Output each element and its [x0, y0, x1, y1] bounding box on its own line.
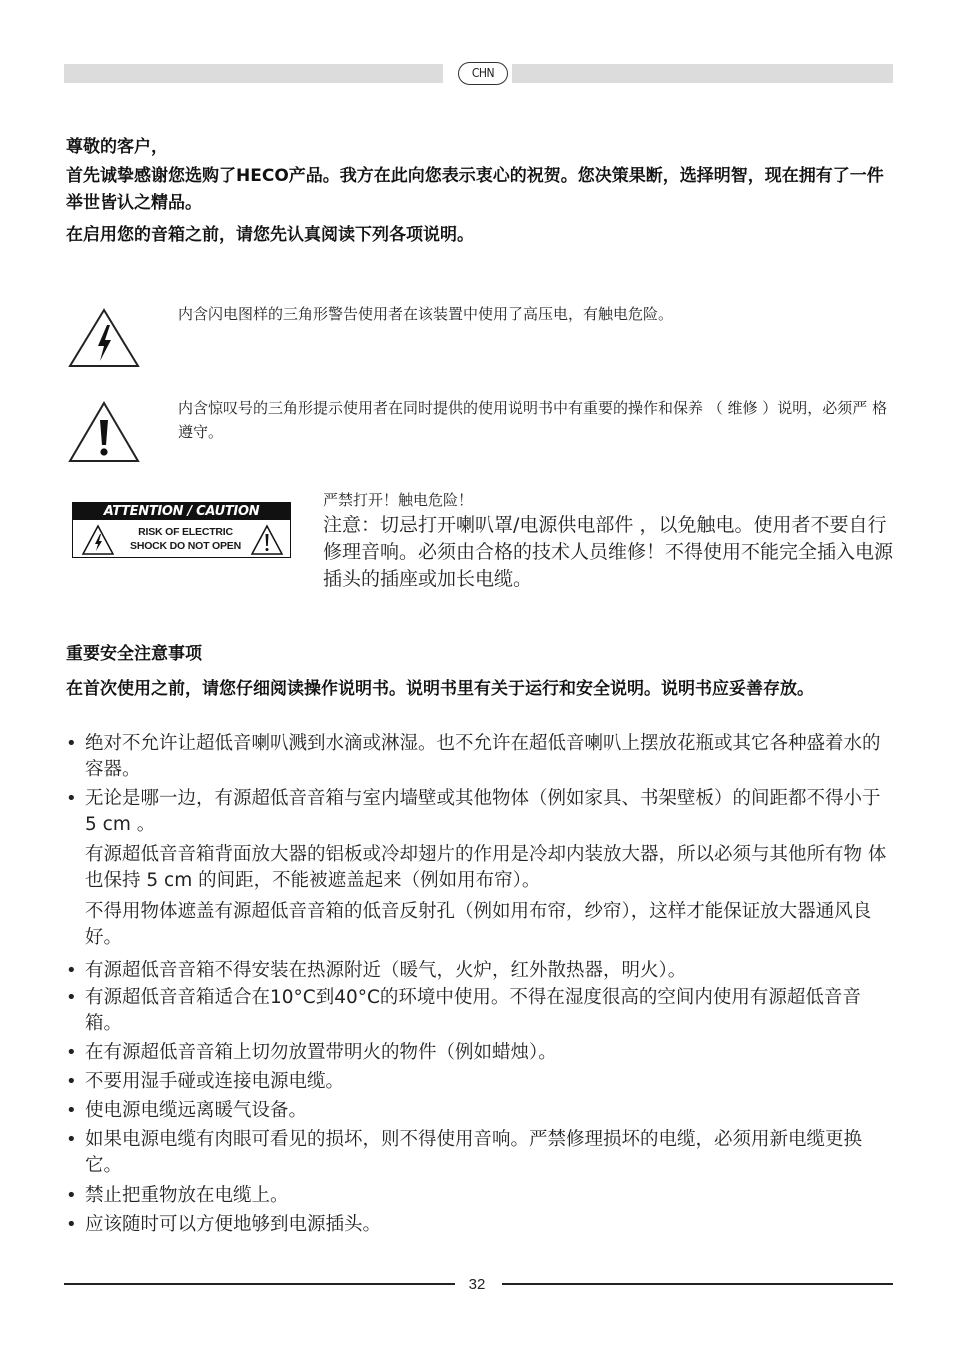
- exclamation-warning-text: 内含惊叹号的三角形提示使用者在同时提供的使用说明书中有重要的操作和保养 （ 维修 ）说明，必须严 格遵守。: [178, 399, 888, 441]
- caution-label-body: [73, 522, 290, 556]
- list-item: 在有源超低音音箱上切勿放置带明火的物件（例如蜡烛）。: [85, 1042, 557, 1063]
- caution-short-text: 严禁打开！触电危险！: [323, 491, 474, 509]
- header-band-left: [64, 64, 443, 83]
- language-badge: CHN: [458, 62, 508, 85]
- list-item: 禁止把重物放在电缆上。: [85, 1185, 289, 1206]
- list-item: 应该随时可以方便地够到电源插头。: [85, 1214, 382, 1235]
- header-bar: [64, 64, 893, 83]
- bullet-marker: •: [66, 1071, 77, 1092]
- caution-label-header: ATTENTION / CAUTION: [73, 503, 290, 520]
- page-number: 32: [468, 1276, 486, 1293]
- lightning-triangle-icon: [81, 524, 115, 556]
- list-item: 有源超低音音箱适合在10°C到40°C的环境中使用。不得在湿度很高的空间内使用有源超低音音箱。: [85, 987, 861, 1034]
- list-item: 使电源电缆远离暖气设备。: [85, 1100, 308, 1121]
- bullet-marker: •: [66, 1042, 77, 1063]
- list-item: 绝对不允许让超低音喇叭溅到水滴或淋湿。也不允许在超低音喇叭上摆放花瓶或其它各种盛着水的容器。: [85, 733, 881, 780]
- lightning-triangle-icon: [67, 307, 141, 369]
- caution-label-line1: RISK OF ELECTRIC: [138, 526, 233, 538]
- thanks-paragraph: 首先诚挚感谢您选购了HECO产品。我方在此向您表示衷心的祝贺。您决策果断，选择明智，现在拥有了一件举世皆认之精品。: [66, 166, 884, 213]
- greeting: 尊敬的客户，: [66, 137, 168, 157]
- list-item: 无论是哪一边，有源超低音音箱与室内墙壁或其他物体（例如家具、书架壁板）的间距都不得小于 5 cm 。: [85, 788, 881, 835]
- lightning-warning-text: 内含闪电图样的三角形警告使用者在该装置中使用了高压电，有触电危险。: [178, 305, 674, 323]
- list-item: 有源超低音音箱不得安装在热源附近（暖气，火炉，红外散热器，明火）。: [85, 960, 687, 981]
- exclamation-triangle-icon: [67, 400, 141, 464]
- section-lead: 在首次使用之前，请您仔细阅读操作说明书。说明书里有关于运行和安全说明。说明书应妥善存放。: [66, 679, 814, 699]
- bullet-marker: •: [66, 1214, 77, 1235]
- list-item-continuation: 有源超低音音箱背面放大器的铝板或冷却翅片的作用是冷却内装放大器，所以必须与其他所有物 体也保持 5 cm 的间距，不能被遮盖起来（例如用布帘）。: [85, 844, 887, 891]
- bullet-marker: •: [66, 960, 77, 981]
- footer-rule-left: [64, 1283, 455, 1285]
- bullet-marker: •: [66, 987, 77, 1008]
- caution-notice-text: 注意：切忌打开喇叭罩/电源供电部件 ，以免触电。使用者不要自行修理音响。必须由合格的技术人员维修！不得使用不能完全插入电源插头的插座或加长电缆。: [323, 514, 894, 590]
- bullet-marker: •: [66, 788, 77, 809]
- caution-label-text: [123, 525, 248, 553]
- bullet-marker: •: [66, 733, 77, 754]
- list-item: 如果电源电缆有肉眼可看见的损坏，则不得使用音响。严禁修理损坏的电缆，必须用新电缆更换它。: [85, 1129, 863, 1176]
- footer-rule-right: [502, 1283, 893, 1285]
- caution-label: [72, 502, 291, 558]
- header-band-right: [512, 64, 893, 83]
- read-first-paragraph: 在启用您的音箱之前，请您先认真阅读下列各项说明。: [66, 225, 474, 245]
- bullet-marker: •: [66, 1185, 77, 1206]
- bullet-marker: •: [66, 1100, 77, 1121]
- bullet-marker: •: [66, 1129, 77, 1150]
- section-title: 重要安全注意事项: [66, 644, 202, 664]
- caution-label-line2: SHOCK DO NOT OPEN: [130, 540, 241, 552]
- exclamation-triangle-icon: [250, 524, 284, 556]
- list-item-continuation: 不得用物体遮盖有源超低音音箱的低音反射孔（例如用布帘，纱帘），这样才能保证放大器通风良好。: [85, 901, 872, 948]
- list-item: 不要用湿手碰或连接电源电缆。: [85, 1071, 345, 1092]
